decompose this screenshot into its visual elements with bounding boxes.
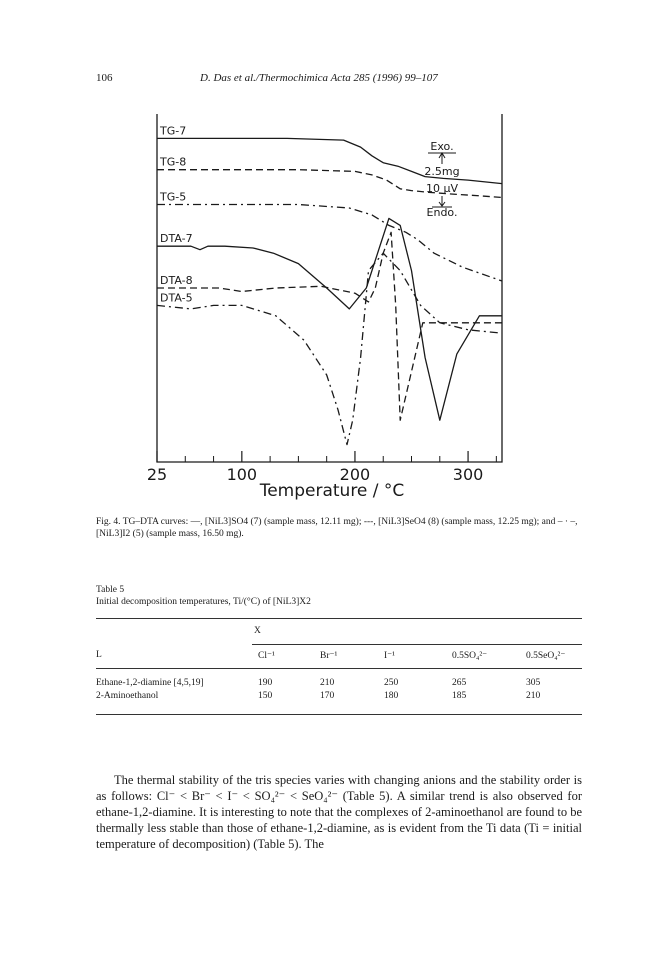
table-top-rule [96, 618, 582, 619]
curve-labels [159, 124, 193, 304]
page-number: 106 [96, 72, 113, 84]
table-group-header: X [254, 626, 261, 636]
body-text [96, 772, 582, 852]
table-subtitle: Initial decomposition temperatures, Ti/(°C) of [NiL3]X2 [96, 597, 311, 607]
table-cell: 250 [384, 678, 399, 688]
x-tick-label: 200 [339, 465, 371, 484]
table-cell: 210 [320, 678, 335, 688]
table-group-rule [252, 644, 582, 645]
table-bottom-rule [96, 714, 582, 715]
table-cell: 180 [384, 691, 399, 701]
table-row-label: 2-Aminoethanol [96, 691, 159, 701]
table-cell: 305 [526, 678, 541, 688]
figure-caption: Fig. 4. TG–DTA curves: —, [NiL3]SO4 (7) (sample mass, 12.11 mg); ---, [NiL3]SeO4 (8) (sample mass, 12.25 mg); and – · –, [NiL3]I2 (5) (sample mass, 16.50 mg). [96, 517, 578, 539]
table-title: Table 5 [96, 585, 125, 595]
body-paragraph: The thermal stability of the tris species varies with changing anions and the stability order is as follows: Cl⁻ < Br⁻ < I⁻ < SO₄²⁻ < SeO₄²⁻ (Table 5). A similar trend is also observed for ethane-1,2-diamine. It is interesting to note that the complexes of 2-aminoethanol are found to be thermally less stable than those of ethane-1,2-diamine, as is evident from the Ti data (Ti = initial temperature of decomposition) (Table 5). The [96, 773, 582, 851]
table-column-header: Br⁻¹ [320, 651, 338, 661]
x-axis-label: Temperature / °C [259, 481, 405, 501]
x-tick-label: 100 [226, 465, 258, 484]
scale-volt-label: 10 μV [425, 182, 459, 195]
table-cell: 150 [258, 691, 273, 701]
x-axis-ticks [147, 451, 497, 484]
table-column-header: Cl⁻¹ [258, 651, 275, 661]
curve-dta-5 [157, 253, 502, 444]
curve-dta-7 [157, 218, 502, 420]
curve-label-tg-7: TG-7 [160, 124, 187, 138]
curve-label-dta-7: DTA-7 [160, 232, 193, 246]
table-column-header: 0.5SO₄²⁻ [452, 651, 488, 661]
scale-endo-label: Endo. [426, 206, 458, 219]
scale-exo-label: Exo. [430, 140, 454, 153]
curve-label-dta-5: DTA-5 [160, 291, 193, 305]
x-tick-label: 300 [452, 465, 484, 484]
table-cell: 190 [258, 678, 273, 688]
table-cell: 185 [452, 691, 467, 701]
table-cell: 265 [452, 678, 467, 688]
curve-label-tg-5: TG-5 [160, 190, 187, 204]
curve-label-dta-8: DTA-8 [160, 274, 193, 287]
curve-label-tg-8: TG-8 [160, 155, 187, 169]
scale-mass-label: 2.5mg [424, 165, 460, 178]
table-title-block [96, 584, 311, 608]
table-column-header: 0.5SeO₄²⁻ [526, 651, 566, 661]
table-cell: 170 [320, 691, 335, 701]
table-cell: 210 [526, 691, 541, 701]
table-column-header: I⁻¹ [384, 651, 396, 661]
table-row-label: Ethane-1,2-diamine [4,5,19] [96, 678, 204, 688]
x-tick-label: 25 [146, 465, 168, 484]
table-header-rule [96, 668, 582, 669]
running-head: D. Das et al./Thermochimica Acta 285 (1996) 99–107 [200, 72, 438, 84]
table-row-header: L [96, 650, 102, 660]
